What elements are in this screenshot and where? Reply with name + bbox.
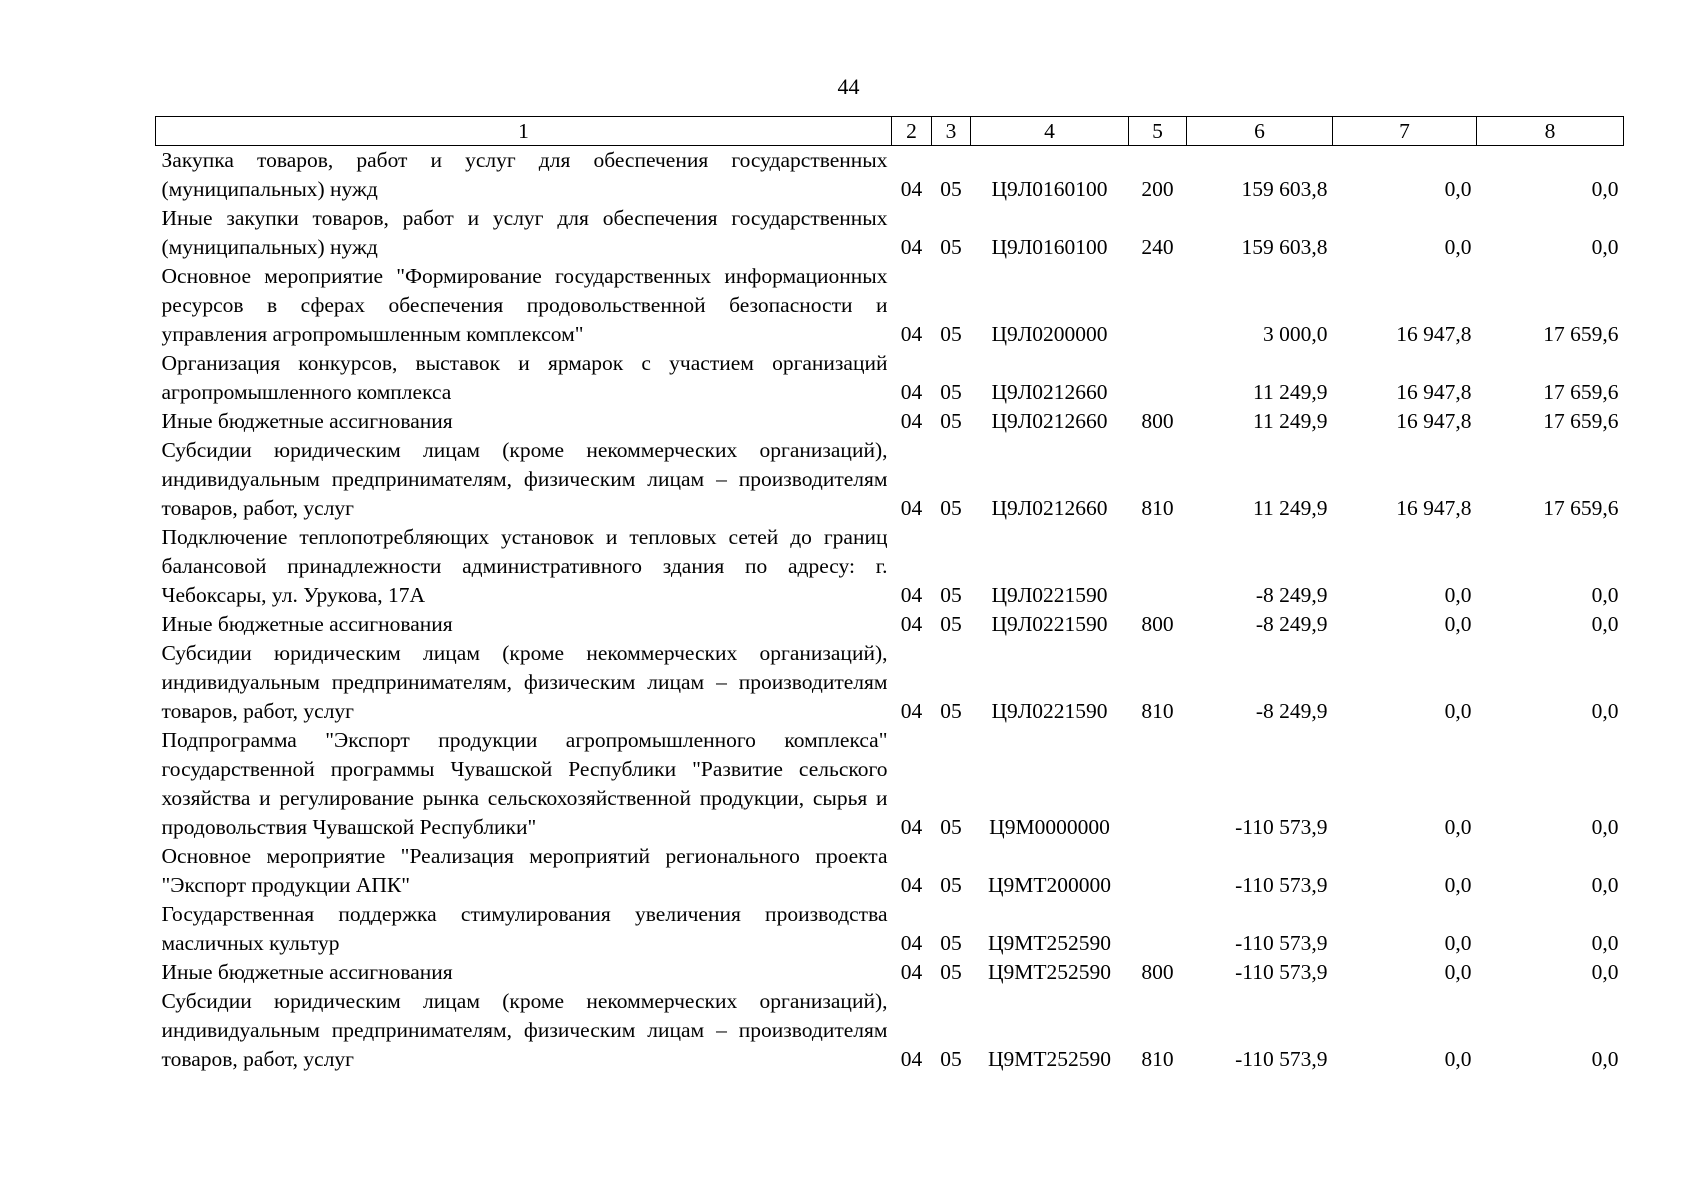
row-amount-col-8: 17 659,6 (1543, 409, 1619, 433)
table-row (156, 987, 1624, 1074)
row-expense-type (1129, 842, 1187, 900)
row-expense-type (1129, 523, 1187, 610)
table-row (156, 146, 1624, 205)
header-col-2: 2 (892, 117, 932, 146)
row-amount-col-8: 0,0 (1591, 612, 1619, 636)
row-subsection: 05 (940, 496, 962, 520)
table-row (156, 639, 1624, 726)
row-amount-col-8: 0,0 (1591, 177, 1619, 201)
row-amount-col-7: 0,0 (1444, 699, 1472, 723)
row-target-code: Ц9МТ200000 (987, 873, 1112, 897)
row-subsection: 05 (940, 1047, 962, 1071)
row-target-code: Ц9Л0160100 (991, 177, 1108, 201)
header-col-4: 4 (971, 117, 1129, 146)
row-target-code: Ц9МТ252590 (987, 1047, 1112, 1071)
row-section: 04 (900, 612, 923, 636)
row-amount-col-8: 0,0 (1591, 699, 1619, 723)
row-subsection: 05 (940, 409, 962, 433)
row-expense-type: 810 (1141, 496, 1174, 520)
row-amount-col-8: 0,0 (1591, 815, 1619, 839)
row-amount-col-7: 16 947,8 (1396, 409, 1472, 433)
row-description: Государственная поддержка стимулирования увеличения производства масличных культур (161, 902, 888, 955)
header-col-3: 3 (932, 117, 971, 146)
row-description: Субсидии юридическим лицам (кроме некоммерческих организаций), индивидуальным предпринимателям, физическим лицам – производителям товаров, работ, услуг (161, 641, 888, 723)
row-description: Иные закупки товаров, работ и услуг для обеспечения государственных (муниципальных) нужд (161, 206, 888, 259)
row-amount-col-6: -8 249,9 (1255, 583, 1328, 607)
row-section: 04 (900, 583, 923, 607)
row-amount-col-6: -110 573,9 (1235, 931, 1328, 955)
row-target-code: Ц9Л0221590 (991, 612, 1108, 636)
row-amount-col-7: 16 947,8 (1396, 496, 1472, 520)
table-row (156, 958, 1624, 987)
table-row (156, 842, 1624, 900)
row-section: 04 (900, 699, 923, 723)
row-expense-type: 810 (1141, 699, 1174, 723)
row-description: Организация конкурсов, выставок и ярмарок с участием организаций агропромышленного комплекса (161, 351, 888, 404)
row-target-code: Ц9МТ252590 (987, 931, 1112, 955)
row-expense-type (1129, 900, 1187, 958)
row-section: 04 (900, 177, 923, 201)
row-amount-col-6: 11 249,9 (1253, 380, 1328, 404)
row-amount-col-6: -8 249,9 (1255, 699, 1328, 723)
row-target-code: Ц9Л0160100 (991, 235, 1108, 259)
row-subsection: 05 (940, 380, 962, 404)
row-subsection: 05 (940, 815, 962, 839)
row-section: 04 (900, 815, 923, 839)
row-description: Основное мероприятие "Формирование государственных информационных ресурсов в сферах обеспечения продовольственной безопасности и управления агропромышленным комплексом" (161, 264, 888, 346)
row-description: Основное мероприятие "Реализация мероприятий регионального проекта "Экспорт продукции АПК" (161, 844, 888, 897)
row-amount-col-6: -110 573,9 (1235, 873, 1328, 897)
header-col-7: 7 (1333, 117, 1477, 146)
row-target-code: Ц9Л0212660 (991, 496, 1108, 520)
row-amount-col-7: 0,0 (1444, 583, 1472, 607)
row-amount-col-8: 0,0 (1591, 960, 1619, 984)
row-subsection: 05 (940, 873, 962, 897)
row-subsection: 05 (940, 235, 962, 259)
row-expense-type: 240 (1141, 235, 1174, 259)
row-amount-col-7: 0,0 (1444, 612, 1472, 636)
row-amount-col-7: 0,0 (1444, 1047, 1472, 1071)
row-description: Подключение теплопотребляющих установок и тепловых сетей до границ балансовой принадлежности административного здания по адресу: г. Чебоксары, ул. Урукова, 17А (161, 525, 888, 607)
row-expense-type: 800 (1141, 409, 1174, 433)
row-amount-col-6: -8 249,9 (1255, 612, 1328, 636)
row-amount-col-6: -110 573,9 (1235, 1047, 1328, 1071)
row-subsection: 05 (940, 699, 962, 723)
row-amount-col-6: 11 249,9 (1253, 496, 1328, 520)
header-col-8: 8 (1477, 117, 1624, 146)
row-amount-col-7: 16 947,8 (1396, 380, 1472, 404)
table-row (156, 436, 1624, 523)
row-target-code: Ц9МТ252590 (987, 960, 1112, 984)
row-amount-col-7: 0,0 (1444, 931, 1472, 955)
row-amount-col-7: 0,0 (1444, 960, 1472, 984)
header-col-6: 6 (1187, 117, 1333, 146)
row-amount-col-7: 0,0 (1444, 815, 1472, 839)
row-target-code: Ц9Л0212660 (991, 380, 1108, 404)
row-section: 04 (900, 960, 923, 984)
table-row (156, 204, 1624, 262)
row-section: 04 (900, 409, 923, 433)
row-subsection: 05 (940, 177, 962, 201)
row-section: 04 (900, 873, 923, 897)
row-amount-col-8: 0,0 (1591, 931, 1619, 955)
row-section: 04 (900, 380, 923, 404)
table-row (156, 262, 1624, 349)
row-target-code: Ц9Л0221590 (991, 583, 1108, 607)
row-amount-col-7: 0,0 (1444, 177, 1472, 201)
row-amount-col-6: 3 000,0 (1263, 322, 1328, 346)
table-row (156, 726, 1624, 842)
header-row (156, 117, 1624, 146)
row-amount-col-7: 0,0 (1444, 235, 1472, 259)
row-amount-col-8: 0,0 (1591, 583, 1619, 607)
budget-table (155, 116, 1624, 1074)
row-expense-type: 200 (1141, 177, 1174, 201)
row-expense-type: 800 (1141, 960, 1174, 984)
row-subsection: 05 (940, 583, 962, 607)
row-section: 04 (900, 235, 923, 259)
table-row (156, 407, 1624, 436)
row-section: 04 (900, 496, 923, 520)
page-number: 44 (837, 74, 860, 99)
header-col-5: 5 (1129, 117, 1187, 146)
table-row (156, 349, 1624, 407)
row-subsection: 05 (940, 931, 962, 955)
row-expense-type: 800 (1141, 612, 1174, 636)
row-target-code: Ц9Л0200000 (991, 322, 1108, 346)
row-section: 04 (900, 931, 923, 955)
row-amount-col-8: 17 659,6 (1543, 496, 1619, 520)
row-expense-type (1129, 726, 1187, 842)
row-amount-col-7: 0,0 (1444, 873, 1472, 897)
row-amount-col-6: -110 573,9 (1235, 815, 1328, 839)
row-amount-col-8: 0,0 (1591, 235, 1619, 259)
table-header (156, 117, 1624, 146)
row-description: Иные бюджетные ассигнования (161, 960, 453, 984)
row-amount-col-8: 0,0 (1591, 873, 1619, 897)
row-description: Подпрограмма "Экспорт продукции агропромышленного комплекса" государственной программы Чувашской Республики "Развитие сельского хозяйства и регулирование рынка сельскохозяйственной продукции, сырья и продовольствия Чувашской Республики" (161, 728, 888, 839)
table-row (156, 610, 1624, 639)
row-subsection: 05 (940, 612, 962, 636)
row-amount-col-8: 17 659,6 (1543, 322, 1619, 346)
row-target-code: Ц9Л0221590 (991, 699, 1108, 723)
row-subsection: 05 (940, 322, 962, 346)
table-body (156, 146, 1624, 1075)
row-amount-col-6: 11 249,9 (1253, 409, 1328, 433)
row-amount-col-6: 159 603,8 (1241, 235, 1328, 259)
row-expense-type (1129, 262, 1187, 349)
row-expense-type (1129, 349, 1187, 407)
row-amount-col-8: 17 659,6 (1543, 380, 1619, 404)
row-subsection: 05 (940, 960, 962, 984)
row-section: 04 (900, 1047, 923, 1071)
row-amount-col-8: 0,0 (1591, 1047, 1619, 1071)
row-description: Субсидии юридическим лицам (кроме некоммерческих организаций), индивидуальным предпринимателям, физическим лицам – производителям товаров, работ, услуг (161, 989, 888, 1071)
row-section: 04 (900, 322, 923, 346)
row-description: Иные бюджетные ассигнования (161, 612, 453, 636)
header-col-1: 1 (156, 117, 892, 146)
row-description: Субсидии юридическим лицам (кроме некоммерческих организаций), индивидуальным предпринимателям, физическим лицам – производителям товаров, работ, услуг (161, 438, 888, 520)
table-row (156, 900, 1624, 958)
row-amount-col-6: -110 573,9 (1235, 960, 1328, 984)
row-amount-col-7: 16 947,8 (1396, 322, 1472, 346)
row-amount-col-6: 159 603,8 (1241, 177, 1328, 201)
row-expense-type: 810 (1141, 1047, 1174, 1071)
row-description: Иные бюджетные ассигнования (161, 409, 453, 433)
row-target-code: Ц9Л0212660 (991, 409, 1108, 433)
row-target-code: Ц9М0000000 (989, 815, 1110, 839)
row-description: Закупка товаров, работ и услуг для обеспечения государственных (муниципальных) нужд (161, 148, 888, 201)
table-row (156, 523, 1624, 610)
